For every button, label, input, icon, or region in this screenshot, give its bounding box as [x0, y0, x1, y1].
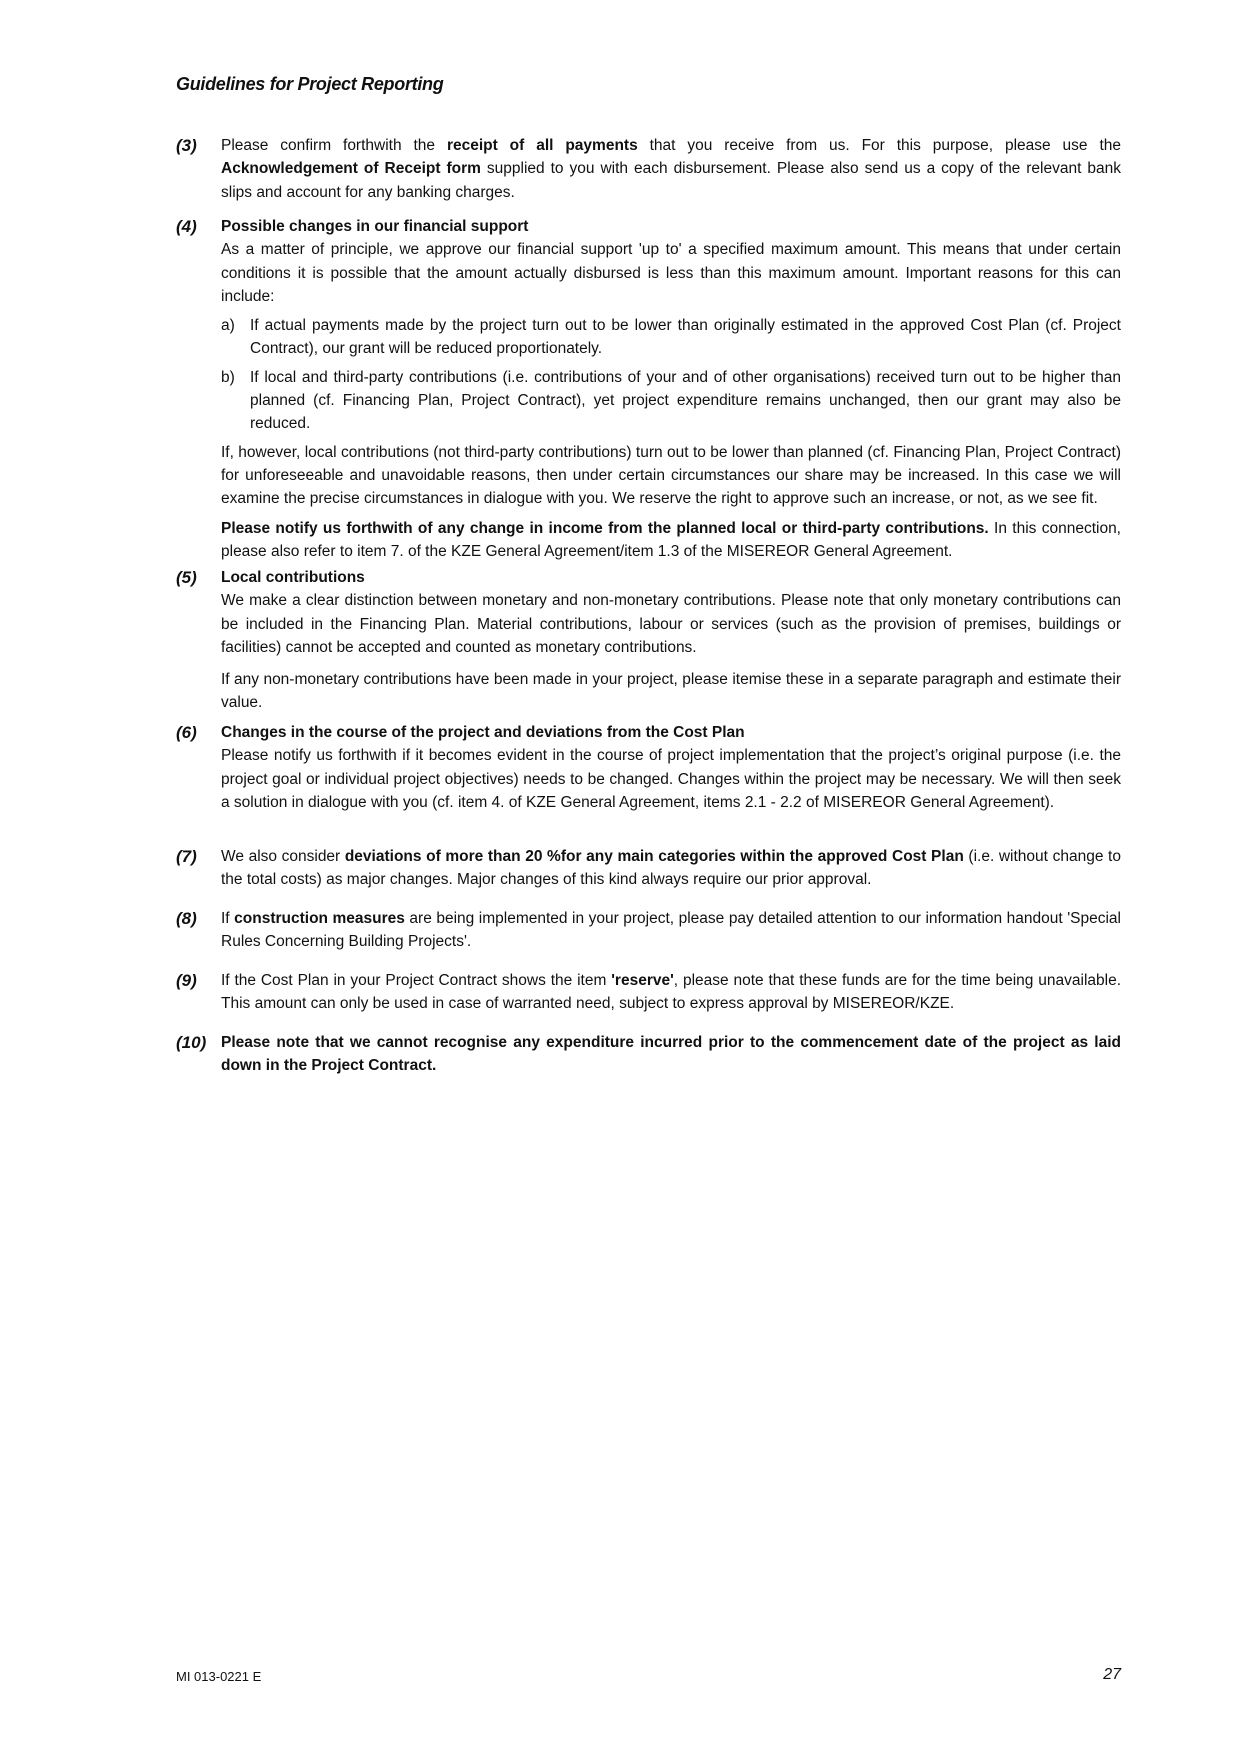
bold-text: receipt of all payments: [446, 137, 638, 154]
section-body: [221, 215, 1121, 563]
paragraph-text: supplied to you with each disbursement. Please also send us a copy of the relevant bank slips and account for any banking charges.: [221, 160, 1121, 201]
paragraph-text: that you receive from us. For this purpose, please use the: [637, 137, 1121, 154]
section-paragraph: [221, 969, 1121, 1016]
running-header-title: Guidelines for Project Reporting: [176, 74, 444, 94]
section-body: [221, 845, 1121, 892]
section-paragraph: [221, 907, 1121, 954]
list-item: [221, 314, 1121, 361]
bold-text: construction measures: [234, 910, 405, 927]
section-4: [176, 215, 1121, 569]
section-body: [221, 134, 1121, 204]
section-number: (6): [176, 723, 197, 742]
section-paragraph: As a matter of principle, we approve our financial support 'up to' a specified maximum amount. This means that under certain conditions it is possible that the amount actually disbursed is less than this maximum amount. Important reasons for this can include:: [221, 241, 1121, 305]
section-body: [221, 907, 1121, 954]
bold-text: deviations of more than 20 %for any main categories within the approved Cost Plan: [344, 848, 964, 865]
bold-notice: Please notify us forthwith of any change in income from the planned local or third-party contributions.: [221, 519, 989, 537]
section-heading: Possible changes in our financial support: [221, 218, 529, 235]
section-number: (4): [176, 217, 197, 236]
bold-text: Acknowledgement of Receipt form: [221, 160, 481, 178]
paragraph-text: If: [221, 910, 235, 927]
section-5: [176, 566, 1121, 721]
section-paragraph: [221, 845, 1121, 892]
section-8: [176, 907, 1121, 960]
section-3: [176, 134, 1121, 210]
section-paragraph: [221, 134, 1121, 204]
section-body: [221, 969, 1121, 1016]
section-paragraph: [221, 1031, 1121, 1078]
paragraph-text: We also consider: [221, 848, 345, 865]
section-paragraph: If any non-monetary contributions have been made in your project, please itemise these in a separate paragraph and estimate their value.: [221, 671, 1121, 712]
page-number: 27: [1103, 1666, 1121, 1683]
paragraph-text: , please note that these funds are for the time being unavailable. This amount can only be used in case of warranted need, subject to express approval by MISEREOR/KZE.: [221, 972, 1121, 1013]
section-6: [176, 721, 1121, 820]
list-item: [221, 366, 1121, 436]
section-number: (10): [176, 1033, 207, 1052]
section-number: (8): [176, 909, 197, 928]
section-body: [221, 566, 1121, 715]
section-paragraph: We make a clear distinction between monetary and non-monetary contributions. Please note that only monetary contributions can be included in the Financing Plan. Material contributions, labour or services (such as the provision of premises, buildings or facilities) cannot be accepted and counted as monetary contributions.: [221, 592, 1121, 656]
section-7: [176, 845, 1121, 898]
bold-text: 'reserve': [611, 972, 674, 989]
list-item-text: If local and third-party contributions (i.e. contributions of your and of other organisations) received turn out to be higher than planned (cf. Financing Plan, Project Contract), yet project expenditure remains unchanged, then our grant may also be reduced.: [250, 368, 1121, 433]
section-body: [221, 721, 1121, 814]
document-code: MI 013-0221 E: [176, 1669, 262, 1684]
list-marker: a): [221, 317, 235, 335]
section-number: (7): [176, 847, 197, 866]
section-heading: Local contributions: [221, 569, 365, 586]
section-heading: Changes in the course of the project and deviations from the Cost Plan: [221, 724, 745, 741]
section-10: [176, 1031, 1121, 1084]
paragraph-text: are being implemented in your project, please pay detailed attention to our information handout 'Special Rules Concerning Building Projects'.: [221, 910, 1121, 951]
paragraph-text: Please confirm forthwith the: [221, 137, 447, 154]
list-item-text: If actual payments made by the project turn out to be lower than originally estimated in the approved Cost Plan (cf. Project Contract), our grant will be reduced proportionately.: [250, 317, 1121, 358]
section-body: [221, 1031, 1121, 1078]
section-paragraph: [221, 517, 1121, 564]
section-9: [176, 969, 1121, 1022]
paragraph-text: In this connection, please also refer to item 7. of the KZE General Agreement/item 1.3 of the MISEREOR General Agreement.: [221, 519, 1121, 560]
section-number: (3): [176, 136, 197, 155]
bold-text: Please note that we cannot recognise any expenditure incurred prior to the commencement date of the project as laid down in the Project Contract.: [221, 1034, 1121, 1075]
paragraph-text: (i.e. without change to the total costs) as major changes. Major changes of this kind always require our prior approval.: [221, 848, 1121, 889]
paragraph-text: If the Cost Plan in your Project Contract shows the item: [221, 972, 612, 989]
section-paragraph: If, however, local contributions (not third-party contributions) turn out to be lower than planned (cf. Financing Plan, Project Contract) for unforeseeable and unavoidable reasons, then under certain circumstances our share may be increased. In this case we will examine the precise circumstances in dialogue with you. We reserve the right to approve such an increase, or not, as we see fit.: [221, 443, 1121, 508]
section-number: (5): [176, 568, 197, 587]
section-paragraph: Please notify us forthwith if it becomes evident in the course of project implementation that the project’s original purpose (i.e. the project goal or individual project objectives) needs to be changed. Changes within the project may be necessary. We will then seek a solution in dialogue with you (cf. item 4. of KZE General Agreement, items 2.1 - 2.2 of MISEREOR General Agreement).: [221, 747, 1121, 811]
list-marker: b): [221, 368, 235, 386]
section-number: (9): [176, 971, 197, 990]
